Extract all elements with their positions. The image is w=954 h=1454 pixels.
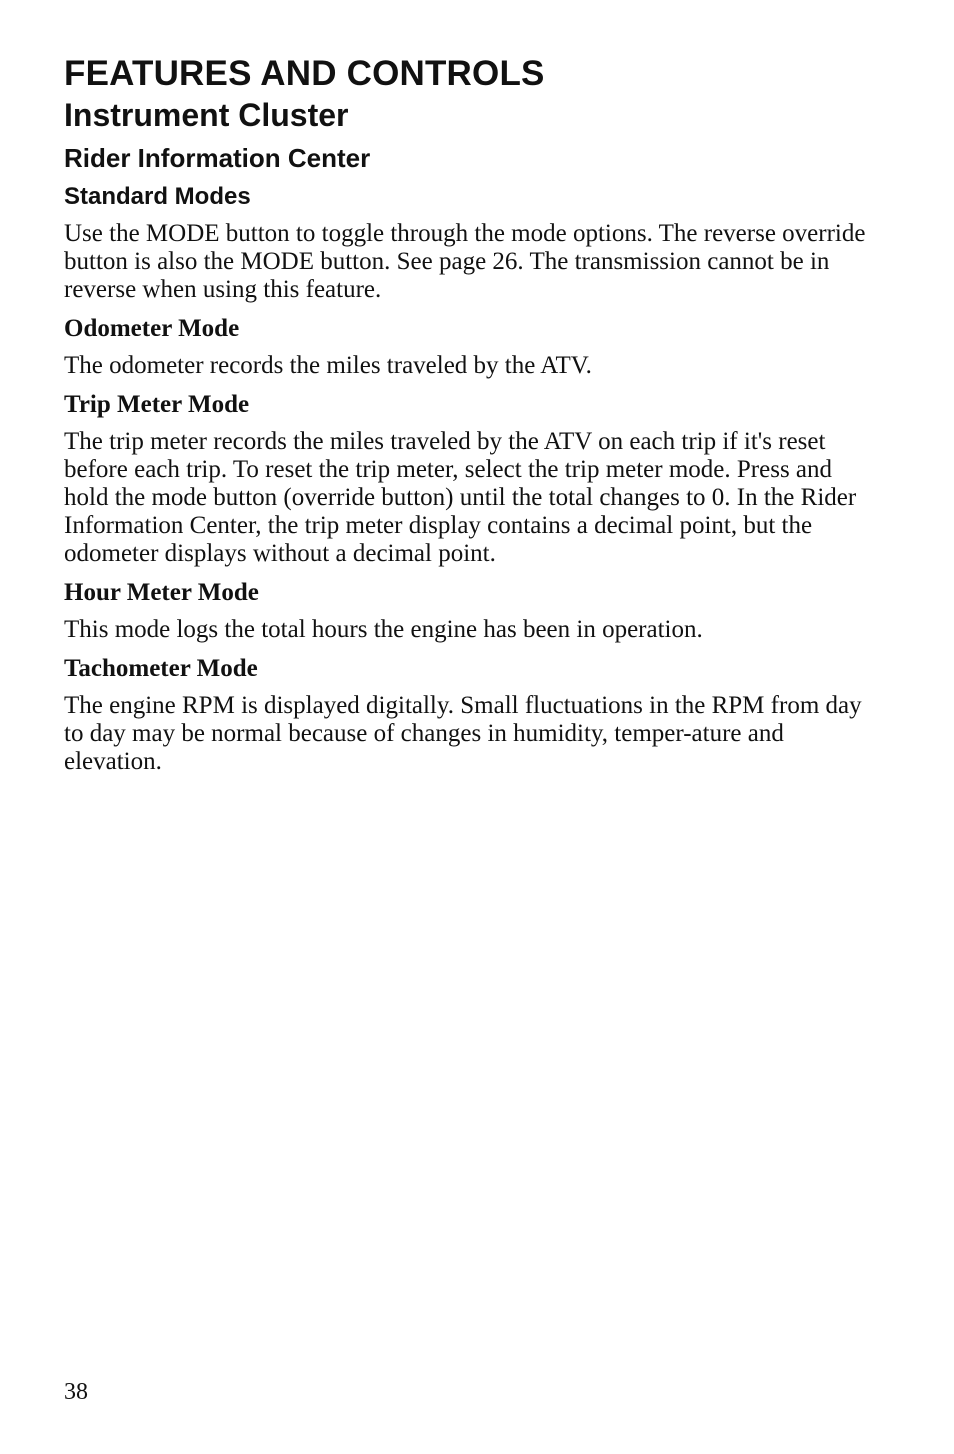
mode-hour-meter	[64, 578, 874, 644]
subsection-heading: Standard Modes	[64, 183, 251, 210]
mode-trip-meter	[64, 390, 874, 568]
document-page	[64, 54, 874, 776]
mode-description: The odometer records the miles traveled by the ATV.	[64, 352, 592, 379]
page-subtitle: Instrument Cluster	[64, 97, 349, 133]
mode-heading: Tachometer Mode	[64, 655, 258, 682]
mode-heading: Hour Meter Mode	[64, 579, 259, 606]
mode-heading: Trip Meter Mode	[64, 391, 250, 418]
mode-description: The trip meter records the miles traveled by the ATV on each trip if it's reset before each trip. To reset the trip meter, select the trip meter mode. Press and hold the mode button (override button) until the total changes to 0. In the Rider Information Center, the trip meter display contains a decimal point, but the odometer displays without a decimal point.	[64, 428, 857, 567]
mode-tachometer	[64, 654, 874, 776]
mode-heading: Odometer Mode	[64, 315, 240, 342]
section-heading: Rider Information Center	[64, 143, 371, 173]
mode-odometer	[64, 314, 874, 380]
mode-description: This mode logs the total hours the engine has been in operation.	[64, 616, 703, 643]
page-title: FEATURES AND CONTROLS	[64, 54, 545, 93]
intro-paragraph: Use the MODE button to toggle through the mode options. The reverse override button is also the MODE button. See page 26. The transmission cannot be in reverse when using this feature.	[64, 220, 866, 303]
page-number: 38	[64, 1379, 88, 1405]
mode-description: The engine RPM is displayed digitally. Small fluctuations in the RPM from day to day may be normal because of changes in humidity, temper-ature and elevation.	[64, 692, 862, 775]
